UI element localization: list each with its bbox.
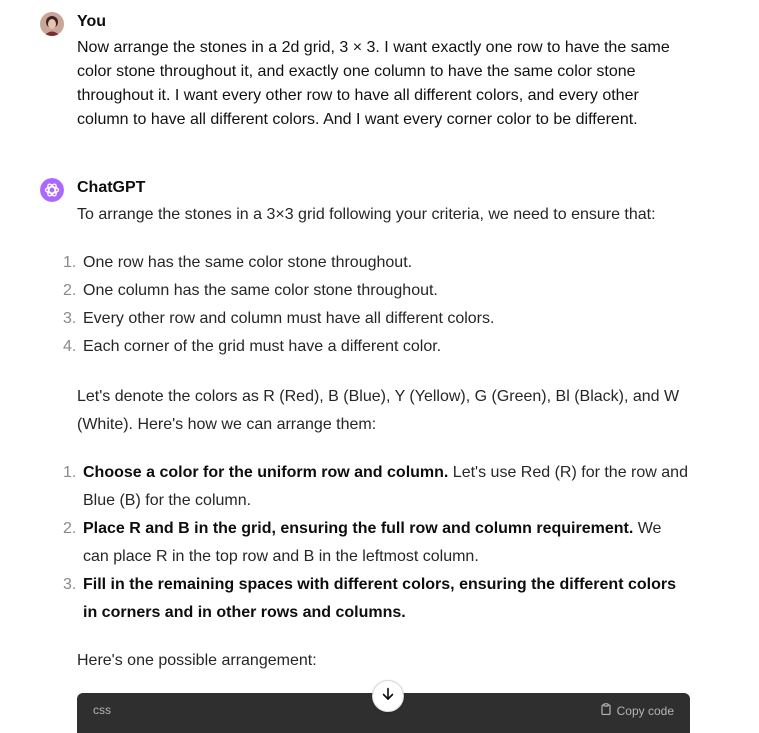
colors-note: Let's denote the colors as R (Red), B (Blue), Y (Yellow), G (Green), Bl (Black), and W (White). Here's how we can arrange them: xyxy=(77,388,680,433)
list-item: 4. Each corner of the grid must have a different color. xyxy=(63,338,442,355)
assistant-intro: To arrange the stones in a 3×3 grid following your criteria, we need to ensure that: xyxy=(77,206,656,223)
list-item: 1. Choose a color for the uniform row and column. Let's use Red (R) for the row and Blue (B) for the column. xyxy=(63,464,688,509)
chatgpt-logo-icon xyxy=(40,178,64,202)
arrangement-intro: Here's one possible arrangement: xyxy=(77,652,317,669)
assistant-author: ChatGPT xyxy=(77,179,146,196)
code-language-label: css xyxy=(93,703,111,717)
arrow-down-icon xyxy=(381,687,395,706)
list-item: 3. Every other row and column must have all different colors. xyxy=(63,310,495,327)
clipboard-icon xyxy=(600,703,612,718)
scroll-to-bottom-button[interactable] xyxy=(372,680,404,712)
list-item: 2. One column has the same color stone throughout. xyxy=(63,282,438,299)
copy-code-button[interactable] xyxy=(600,703,674,718)
list-item: 1. One row has the same color stone throughout. xyxy=(63,254,413,271)
user-author: You xyxy=(77,13,107,30)
user-message-text: Now arrange the stones in a 2d grid, 3 × 3. I want exactly one row to have the same color stone throughout it, and exactly one column to have the same color stone throughout it. I want every other row to have all different colors, and every other column to have all different colors. And I want every corner color to be different. xyxy=(77,39,670,128)
criteria-list xyxy=(63,249,690,361)
user-avatar xyxy=(40,12,64,36)
list-item: 3. Fill in the remaining spaces with different colors, ensuring the different colors in corners and in other rows and columns. xyxy=(63,576,676,621)
copy-code-label: Copy code xyxy=(616,703,674,718)
steps-list xyxy=(63,459,690,627)
list-item: 2. Place R and B in the grid, ensuring the full row and column requirement. We can place R in the top row and B in the leftmost column. xyxy=(63,520,662,565)
